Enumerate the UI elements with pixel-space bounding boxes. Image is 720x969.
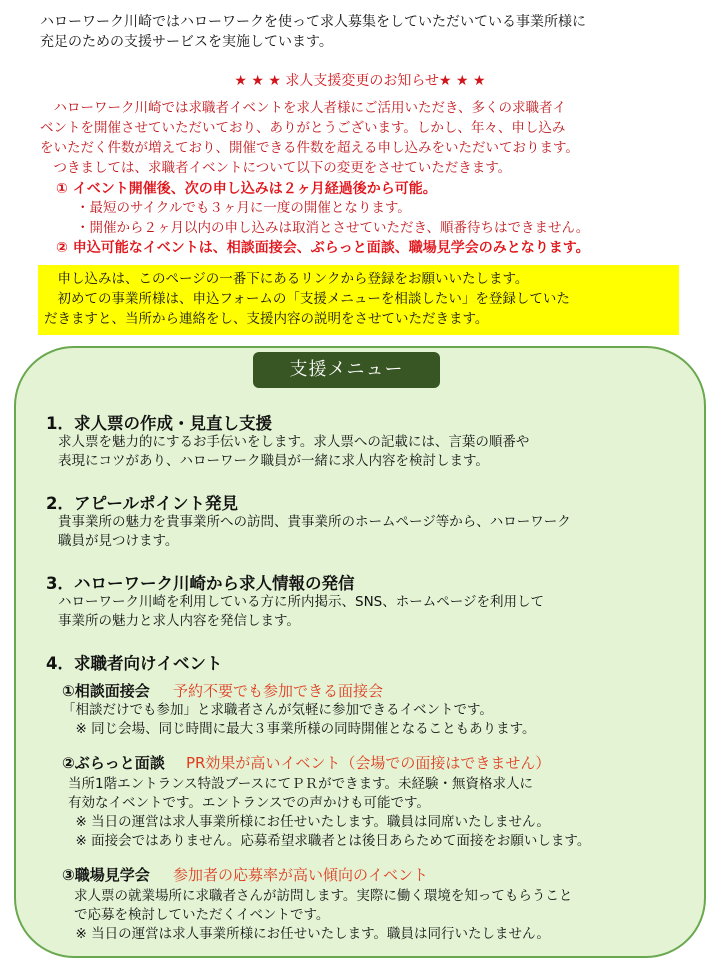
event-heading (62, 680, 383, 701)
section-heading: 1．求人票の作成・見直し支援 (46, 414, 272, 433)
event-heading (62, 864, 428, 885)
application-line: 申し込みは、このページの一番下にあるリンクから登録をお願いいたします。 (44, 271, 529, 287)
application-line: 初めての事業所様は、申込フォームの「支援メニューを相談したい」を登録していた (44, 291, 570, 307)
intro-line-2: 充足のための支援サービスを実施しています。 (40, 34, 333, 50)
intro-line-1: ハローワーク川崎ではハローワークを使って求人募集をしていただいている事業所様に (40, 14, 586, 30)
event-body-line: 求人票の就業場所に求職者さんが訪問します。実際に働く環境を知ってもらうこと (74, 888, 573, 904)
notice-paragraph-line: をいただく件数が増えており、開催できる件数を超える申し込みをいただいております。 (40, 140, 579, 156)
event-tagline: PR効果が高いイベント（会場での面接はできません） (185, 754, 551, 772)
notice-title: ★ ★ ★ 求人支援変更のお知らせ★ ★ ★ (234, 73, 486, 89)
event-body-line: ※ 当日の運営は求人事業所様にお任せいたします。職員は同席いたしません。 (62, 814, 550, 830)
event-body-line: 当所1階エントランス特設ブースにてＰＲができます。未経験・無資格求人に (68, 776, 534, 792)
event-body-line: ※ 当日の運営は求人事業所様にお任せいたします。職員は同行いたしません。 (62, 926, 550, 942)
event-name: ③職場見学会 (62, 866, 150, 884)
event-body-line: 「相談だけでも参加」と求職者さんが気軽に参加できるイベントです。 (62, 702, 493, 718)
support-menu-title: 支援メニュー (253, 352, 440, 388)
event-body-line: ※ 同じ会場、同じ時間に最大３事業所様の同時開催となることもあります。 (62, 721, 536, 737)
section-body-line: ハローワーク川崎を利用している方に所内掲示、SNS、ホームページを利用して (58, 594, 544, 610)
section-heading: 2．アピールポイント発見 (46, 494, 238, 513)
event-body-line: ※ 面接会ではありません。応募希望求職者とは後日あらためて面接をお願いします。 (62, 833, 591, 849)
notice-paragraph-line: つきましては、求職者イベントについて以下の変更をさせていただきます。 (40, 160, 512, 176)
notice-change-1-detail: ・最短のサイクルでも３ヶ月に一度の開催となります。 (76, 200, 411, 216)
section-heading: 3．ハローワーク川崎から求人情報の発信 (46, 574, 355, 593)
notice-change-1: ① イベント開催後、次の申し込みは２ヶ月経過後から可能。 (56, 181, 437, 197)
event-body-line: 有効なイベントです。エントランスでの声かけも可能です。 (68, 795, 430, 811)
section-body-line: 職員が見つけます。 (58, 533, 179, 549)
application-notice-box (38, 265, 679, 335)
section-body-line: 求人票を魅力的にするお手伝いをします。求人票への記載には、言葉の順番や (58, 434, 530, 450)
event-tagline: 参加者の応募率が高い傾向のイベント (172, 866, 428, 884)
section-body-line: 貴事業所の魅力を貴事業所への訪問、貴事業所のホームページ等から、ハローワーク (58, 514, 571, 530)
section-body-line: 表現にコツがあり、ハローワーク職員が一緒に求人内容を検討します。 (58, 453, 489, 469)
event-name: ②ぶらっと面談 (62, 754, 165, 772)
event-body-line: で応募を検討していただくイベントです。 (74, 907, 330, 923)
event-heading (62, 752, 550, 773)
section-heading: 4．求職者向けイベント (46, 654, 223, 673)
notice-paragraph-line: ハローワーク川崎では求職者イベントを求人者様にご活用いただき、多くの求職者イ (40, 100, 566, 116)
notice-change-1-detail: ・開催から２ヶ月以内の申し込みは取消とさせていただき、順番待ちはできません。 (76, 220, 590, 236)
application-line: だきますと、当所から連絡をし、支援内容の説明をさせていただきます。 (44, 311, 489, 327)
event-tagline: 予約不要でも参加できる面接会 (172, 682, 383, 700)
event-name: ①相談面接会 (62, 682, 150, 700)
notice-paragraph-line: ベントを開催させていただいており、ありがとうございます。しかし、年々、申し込み (40, 120, 566, 136)
notice-change-2: ② 申込可能なイベントは、相談面接会、ぶらっと面談、職場見学会のみとなります。 (56, 240, 590, 256)
section-body-line: 事業所の魅力と求人内容を発信します。 (58, 613, 300, 629)
